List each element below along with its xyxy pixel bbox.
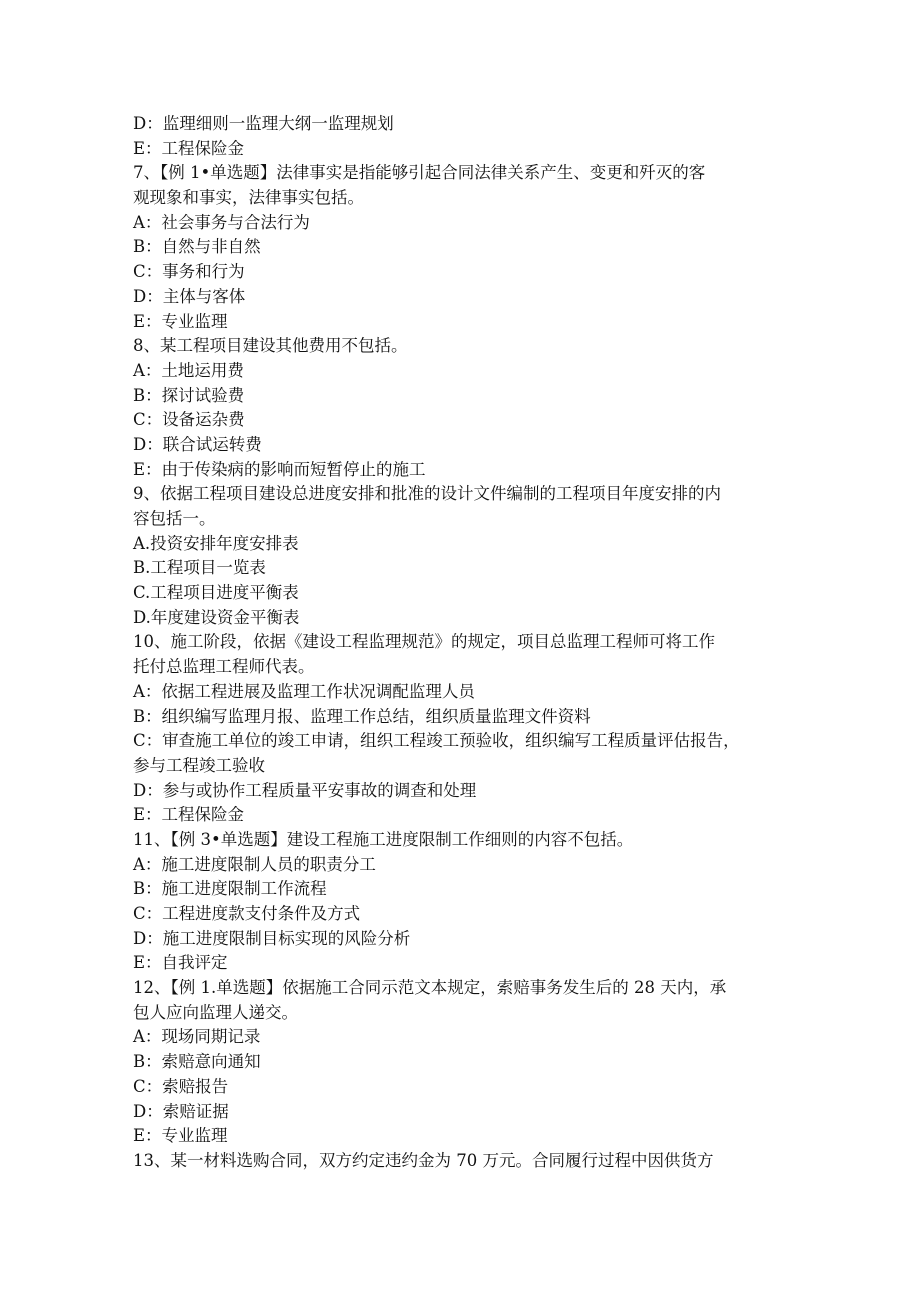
question-9-option-d: D.年度建设资金平衡表 (133, 607, 300, 627)
question-10-stem-cont: 托付总监理工程师代表。 (133, 657, 315, 677)
question-9-option-a: A.投资安排年度安排表 (133, 533, 299, 553)
question-11-option-c: C：工程进度款支付条件及方式 (133, 904, 361, 923)
question-13-stem: 13、某一材料选购合同，双方约定违约金为 70 万元。合同履行过程中因供货方 (133, 1150, 714, 1170)
question-7-option-e: E：专业监理 (133, 311, 228, 331)
question-12-option-d: D：索赔证据 (133, 1101, 229, 1121)
question-7-option-b: B：自然与非自然 (133, 237, 261, 257)
question-11-option-a: A：施工进度限制人员的职责分工 (133, 854, 376, 874)
question-9-stem: 9、依据工程项目建设总进度安排和批准的设计文件编制的工程项目年度安排的内 (133, 484, 721, 504)
question-7-option-d: D：主体与客体 (133, 286, 246, 306)
question-7-stem-cont: 观现象和事实，法律事实包括。 (133, 188, 364, 208)
option-d-line: D：监理细则一监理大纲一监理规划 (133, 114, 394, 133)
question-10-option-c-cont: 参与工程竣工验收 (133, 755, 265, 775)
question-9-stem-cont: 容包括一。 (133, 509, 216, 528)
question-10-option-c: C：审查施工单位的竣工申请，组织工程竣工预验收，组织编写工程质量评估报告， (133, 731, 740, 751)
question-10-option-a: A：依据工程进展及监理工作状况调配监理人员 (133, 681, 475, 701)
question-9-option-c: C.工程项目进度平衡表 (133, 583, 299, 603)
question-12-option-c: C：索赔报告 (133, 1076, 229, 1096)
option-e-line: E：工程保险金 (133, 138, 245, 158)
question-8-option-d: D：联合试运转费 (133, 434, 262, 454)
question-11-option-d: D：施工进度限制目标实现的风险分析 (133, 928, 411, 948)
question-8-stem: 8、某工程项目建设其他费用不包括。 (133, 336, 408, 356)
question-12-option-a: A：现场同期记录 (133, 1027, 261, 1047)
question-7-stem: 7、【例 1•单选题】法律事实是指能够引起合同法律关系产生、变更和歼灭的客 (133, 163, 706, 183)
question-12-stem-cont: 包人应向监理人递交。 (133, 1002, 298, 1022)
question-11-option-b: B：施工进度限制工作流程 (133, 879, 327, 899)
question-7-option-c: C：事务和行为 (133, 262, 245, 282)
question-11-stem: 11、【例 3•单选题】建设工程施工进度限制工作细则的内容不包括。 (133, 829, 634, 849)
question-10-stem: 10、施工阶段，依据《建设工程监理规范》的规定，项目总监理工程师可将工作 (133, 632, 715, 652)
document-page (133, 112, 789, 1174)
question-7-option-a: A：社会事务与合法行为 (133, 212, 310, 232)
question-10-option-e: E：工程保险金 (133, 805, 245, 825)
question-8-option-b: B：探讨试验费 (133, 385, 245, 405)
question-11-option-e: E：自我评定 (133, 953, 228, 973)
question-8-option-a: A：土地运用费 (133, 360, 244, 380)
question-8-option-c: C：设备运杂费 (133, 410, 245, 430)
question-12-option-e: E：专业监理 (133, 1126, 228, 1146)
question-10-option-b: B：组织编写监理月报、监理工作总结，组织质量监理文件资料 (133, 706, 591, 726)
question-12-option-b: B：索赔意向通知 (133, 1052, 261, 1072)
question-10-option-d: D：参与或协作工程质量平安事故的调查和处理 (133, 780, 477, 800)
question-8-option-e: E：由于传染病的影响而短暂停止的施工 (133, 459, 426, 479)
question-9-option-b: B.工程项目一览表 (133, 558, 266, 578)
question-12-stem: 12、【例 1.单选题】依据施工合同示范文本规定，索赔事务发生后的 28 天内，承 (133, 978, 727, 998)
